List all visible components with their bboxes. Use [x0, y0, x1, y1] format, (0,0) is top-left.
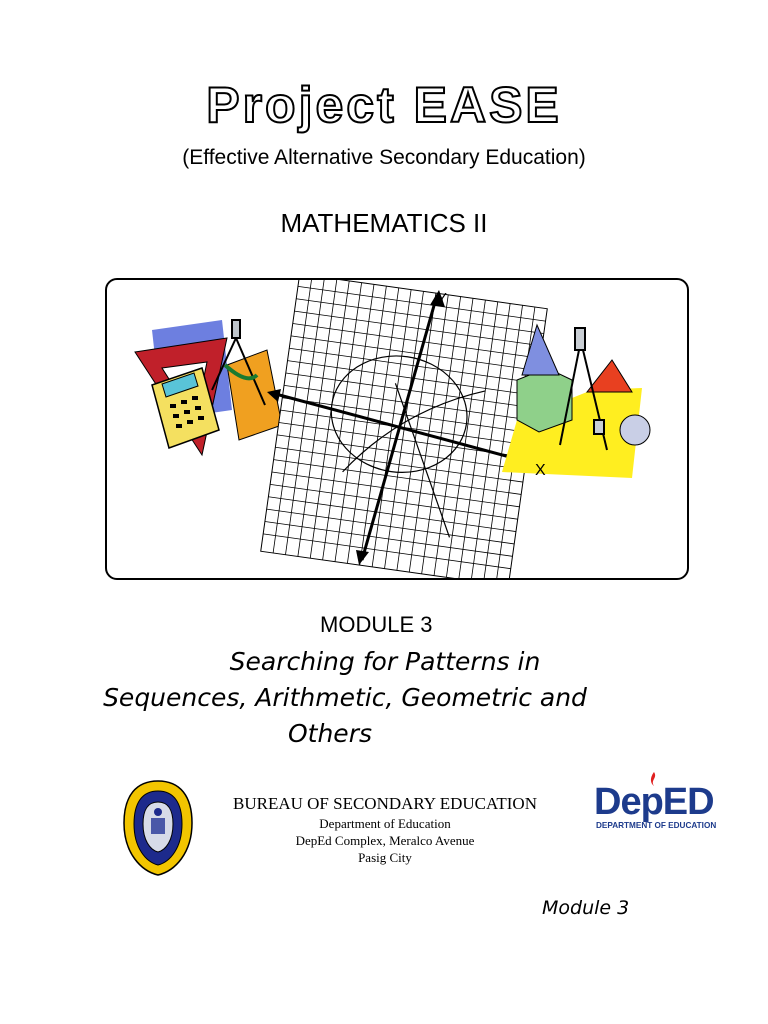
cover-illustration-frame	[105, 278, 689, 580]
publisher-block	[200, 793, 570, 866]
page-subtitle: (Effective Alternative Secondary Education)	[182, 146, 586, 169]
deped-tagline: DEPARTMENT OF EDUCATION	[596, 821, 717, 830]
publisher-city: Pasig City	[358, 850, 412, 865]
module-title	[0, 644, 690, 752]
x-axis-label: X	[535, 462, 546, 479]
deped-logo	[592, 768, 720, 834]
module-title-line: Sequences, Arithmetic, Geometric and	[103, 683, 587, 712]
publisher-department: Department of Education	[319, 816, 451, 831]
page-title: Project EASE	[206, 77, 562, 133]
geometry-tools-clipart	[135, 320, 282, 455]
y-axis-label: Y	[437, 290, 448, 307]
publisher-address: DepEd Complex, Meralco Avenue	[295, 833, 475, 848]
subject-heading: MATHEMATICS II	[280, 208, 488, 238]
red-pyramid-shape	[587, 360, 632, 392]
footer-module-tag: Module 3	[542, 897, 630, 919]
module-title-line: Others	[287, 719, 372, 748]
bureau-seal-logo	[120, 778, 196, 878]
module-title-line: Searching for Patterns in	[229, 647, 541, 676]
module-number: MODULE 3	[320, 612, 433, 637]
cover-illustration	[107, 280, 687, 578]
deped-wordmark: DepED	[594, 781, 714, 823]
publisher-name: BUREAU OF SECONDARY EDUCATION	[233, 794, 537, 813]
coordinate-grid-clipart	[261, 280, 548, 578]
sphere-shape	[620, 415, 650, 445]
